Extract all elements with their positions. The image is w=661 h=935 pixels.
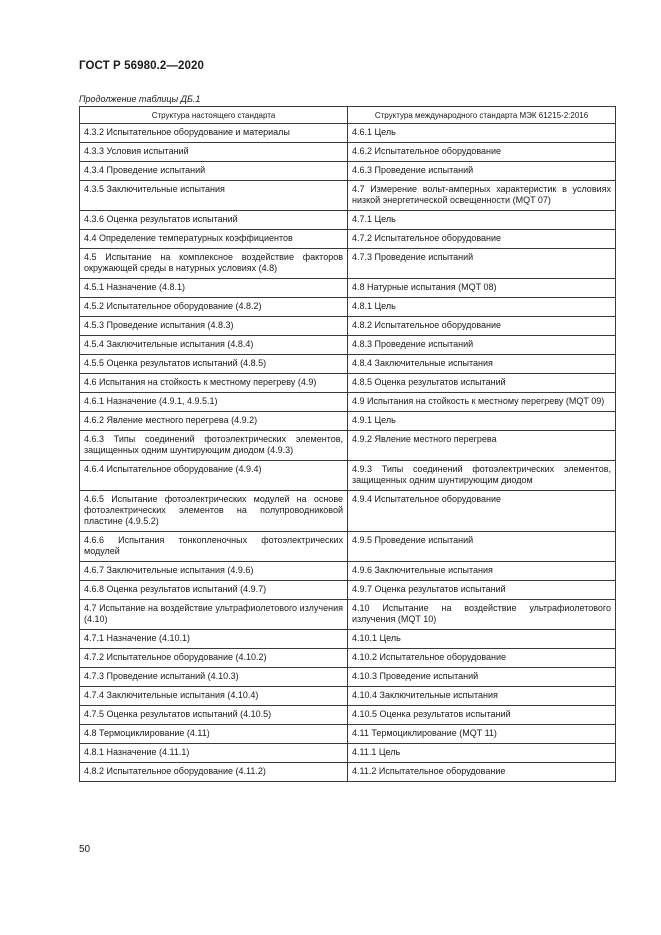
- cell-national-standard: 4.7 Испытание на воздействие ультрафиолетового излучения (4.10): [80, 600, 348, 630]
- cell-international-standard: 4.6.2 Испытательное оборудование: [348, 143, 616, 162]
- cell-national-standard: 4.6.8 Оценка результатов испытаний (4.9.7): [80, 581, 348, 600]
- table-row: [80, 181, 616, 211]
- column-header-international: Структура международного стандарта МЭК 61215-2:2016: [348, 107, 616, 124]
- cell-international-standard: 4.9.7 Оценка результатов испытаний: [348, 581, 616, 600]
- cell-national-standard: 4.7.2 Испытательное оборудование (4.10.2): [80, 649, 348, 668]
- cell-international-standard: 4.9.4 Испытательное оборудование: [348, 491, 616, 532]
- cell-national-standard: 4.8.1 Назначение (4.11.1): [80, 744, 348, 763]
- cell-national-standard: 4.3.6 Оценка результатов испытаний: [80, 211, 348, 230]
- cell-international-standard: 4.9 Испытания на стойкость к местному перегреву (MQT 09): [348, 393, 616, 412]
- table-body: [80, 124, 616, 782]
- cell-national-standard: 4.6.2 Явление местного перегрева (4.9.2): [80, 412, 348, 431]
- cell-international-standard: 4.9.5 Проведение испытаний: [348, 532, 616, 562]
- table-row: [80, 279, 616, 298]
- cell-national-standard: 4.5.2 Испытательное оборудование (4.8.2): [80, 298, 348, 317]
- cell-national-standard: 4.7.5 Оценка результатов испытаний (4.10.5): [80, 706, 348, 725]
- cell-national-standard: 4.7.4 Заключительные испытания (4.10.4): [80, 687, 348, 706]
- table-row: [80, 491, 616, 532]
- table-row: [80, 706, 616, 725]
- cell-international-standard: 4.6.3 Проведение испытаний: [348, 162, 616, 181]
- cell-international-standard: 4.11 Термоциклирование (MQT 11): [348, 725, 616, 744]
- table-row: [80, 668, 616, 687]
- cell-national-standard: 4.6.5 Испытание фотоэлектрических модулей на основе фотоэлектрических элементов на полупроводниковой пластине (4.9.5.2): [80, 491, 348, 532]
- cell-national-standard: 4.8 Термоциклирование (4.11): [80, 725, 348, 744]
- table-row: [80, 124, 616, 143]
- cell-national-standard: 4.3.3 Условия испытаний: [80, 143, 348, 162]
- cell-international-standard: 4.7 Измерение вольт-амперных характеристик в условиях низкой энергетической освещенности (MQT 07): [348, 181, 616, 211]
- table-row: [80, 355, 616, 374]
- table-row: [80, 412, 616, 431]
- cell-international-standard: 4.7.2 Испытательное оборудование: [348, 230, 616, 249]
- table-row: [80, 336, 616, 355]
- table-row: [80, 581, 616, 600]
- table-row: [80, 687, 616, 706]
- cell-international-standard: 4.6.1 Цель: [348, 124, 616, 143]
- table-row: [80, 649, 616, 668]
- cell-international-standard: 4.9.3 Типы соединений фотоэлектрических элементов, защищенных одним шунтирующим диодом: [348, 461, 616, 491]
- cell-national-standard: 4.7.1 Назначение (4.10.1): [80, 630, 348, 649]
- cell-international-standard: 4.9.1 Цель: [348, 412, 616, 431]
- cell-international-standard: 4.8.5 Оценка результатов испытаний: [348, 374, 616, 393]
- table-caption: Продолжение таблицы ДБ.1: [79, 94, 201, 104]
- cell-national-standard: 4.6.4 Испытательное оборудование (4.9.4): [80, 461, 348, 491]
- cell-national-standard: 4.6 Испытания на стойкость к местному перегреву (4.9): [80, 374, 348, 393]
- cell-international-standard: 4.8 Натурные испытания (MQT 08): [348, 279, 616, 298]
- table-row: [80, 143, 616, 162]
- cell-international-standard: 4.10 Испытание на воздействие ультрафиолетового излучения (MQT 10): [348, 600, 616, 630]
- table-row: [80, 461, 616, 491]
- cell-national-standard: 4.5.1 Назначение (4.8.1): [80, 279, 348, 298]
- cell-international-standard: 4.8.2 Испытательное оборудование: [348, 317, 616, 336]
- table-row: [80, 298, 616, 317]
- cell-international-standard: 4.11.1 Цель: [348, 744, 616, 763]
- cell-national-standard: 4.5.3 Проведение испытания (4.8.3): [80, 317, 348, 336]
- table-row: [80, 374, 616, 393]
- cell-international-standard: 4.7.1 Цель: [348, 211, 616, 230]
- cell-international-standard: 4.10.1 Цель: [348, 630, 616, 649]
- cell-international-standard: 4.9.2 Явление местного перегрева: [348, 431, 616, 461]
- table-row: [80, 763, 616, 782]
- table-row: [80, 431, 616, 461]
- cell-national-standard: 4.7.3 Проведение испытаний (4.10.3): [80, 668, 348, 687]
- cell-international-standard: 4.11.2 Испытательное оборудование: [348, 763, 616, 782]
- cell-national-standard: 4.8.2 Испытательное оборудование (4.11.2): [80, 763, 348, 782]
- table-row: [80, 725, 616, 744]
- cell-national-standard: 4.5.4 Заключительные испытания (4.8.4): [80, 336, 348, 355]
- cell-international-standard: 4.8.3 Проведение испытаний: [348, 336, 616, 355]
- table-row: [80, 230, 616, 249]
- table-row: [80, 211, 616, 230]
- table-row: [80, 532, 616, 562]
- table-row: [80, 744, 616, 763]
- cell-international-standard: 4.10.5 Оценка результатов испытаний: [348, 706, 616, 725]
- column-header-national: Структура настоящего стандарта: [80, 107, 348, 124]
- cell-national-standard: 4.6.3 Типы соединений фотоэлектрических элементов, защищенных одним шунтирующим диодом (4.9.3): [80, 431, 348, 461]
- cell-national-standard: 4.4 Определение температурных коэффициентов: [80, 230, 348, 249]
- cell-international-standard: 4.10.2 Испытательное оборудование: [348, 649, 616, 668]
- table-row: [80, 562, 616, 581]
- cell-national-standard: 4.3.4 Проведение испытаний: [80, 162, 348, 181]
- table-row: [80, 600, 616, 630]
- page-number: 50: [79, 844, 91, 855]
- cell-international-standard: 4.7.3 Проведение испытаний: [348, 249, 616, 279]
- cell-national-standard: 4.6.1 Назначение (4.9.1, 4.9.5.1): [80, 393, 348, 412]
- cell-national-standard: 4.5 Испытание на комплексное воздействие факторов окружающей среды в натурных условиях (4.8): [80, 249, 348, 279]
- cell-international-standard: 4.10.4 Заключительные испытания: [348, 687, 616, 706]
- cell-national-standard: 4.6.7 Заключительные испытания (4.9.6): [80, 562, 348, 581]
- cell-national-standard: 4.5.5 Оценка результатов испытаний (4.8.5): [80, 355, 348, 374]
- table-row: [80, 249, 616, 279]
- cell-national-standard: 4.3.5 Заключительные испытания: [80, 181, 348, 211]
- table-row: [80, 393, 616, 412]
- table-header-row: [80, 107, 616, 124]
- cell-international-standard: 4.8.4 Заключительные испытания: [348, 355, 616, 374]
- document-title: ГОСТ Р 56980.2—2020: [79, 60, 204, 72]
- cell-international-standard: 4.9.6 Заключительные испытания: [348, 562, 616, 581]
- cell-national-standard: 4.6.6 Испытания тонкопленочных фотоэлектрических модулей: [80, 532, 348, 562]
- structure-comparison-table: [79, 106, 616, 782]
- table-row: [80, 162, 616, 181]
- table-row: [80, 630, 616, 649]
- cell-national-standard: 4.3.2 Испытательное оборудование и материалы: [80, 124, 348, 143]
- table-row: [80, 317, 616, 336]
- cell-international-standard: 4.8.1 Цель: [348, 298, 616, 317]
- cell-international-standard: 4.10.3 Проведение испытаний: [348, 668, 616, 687]
